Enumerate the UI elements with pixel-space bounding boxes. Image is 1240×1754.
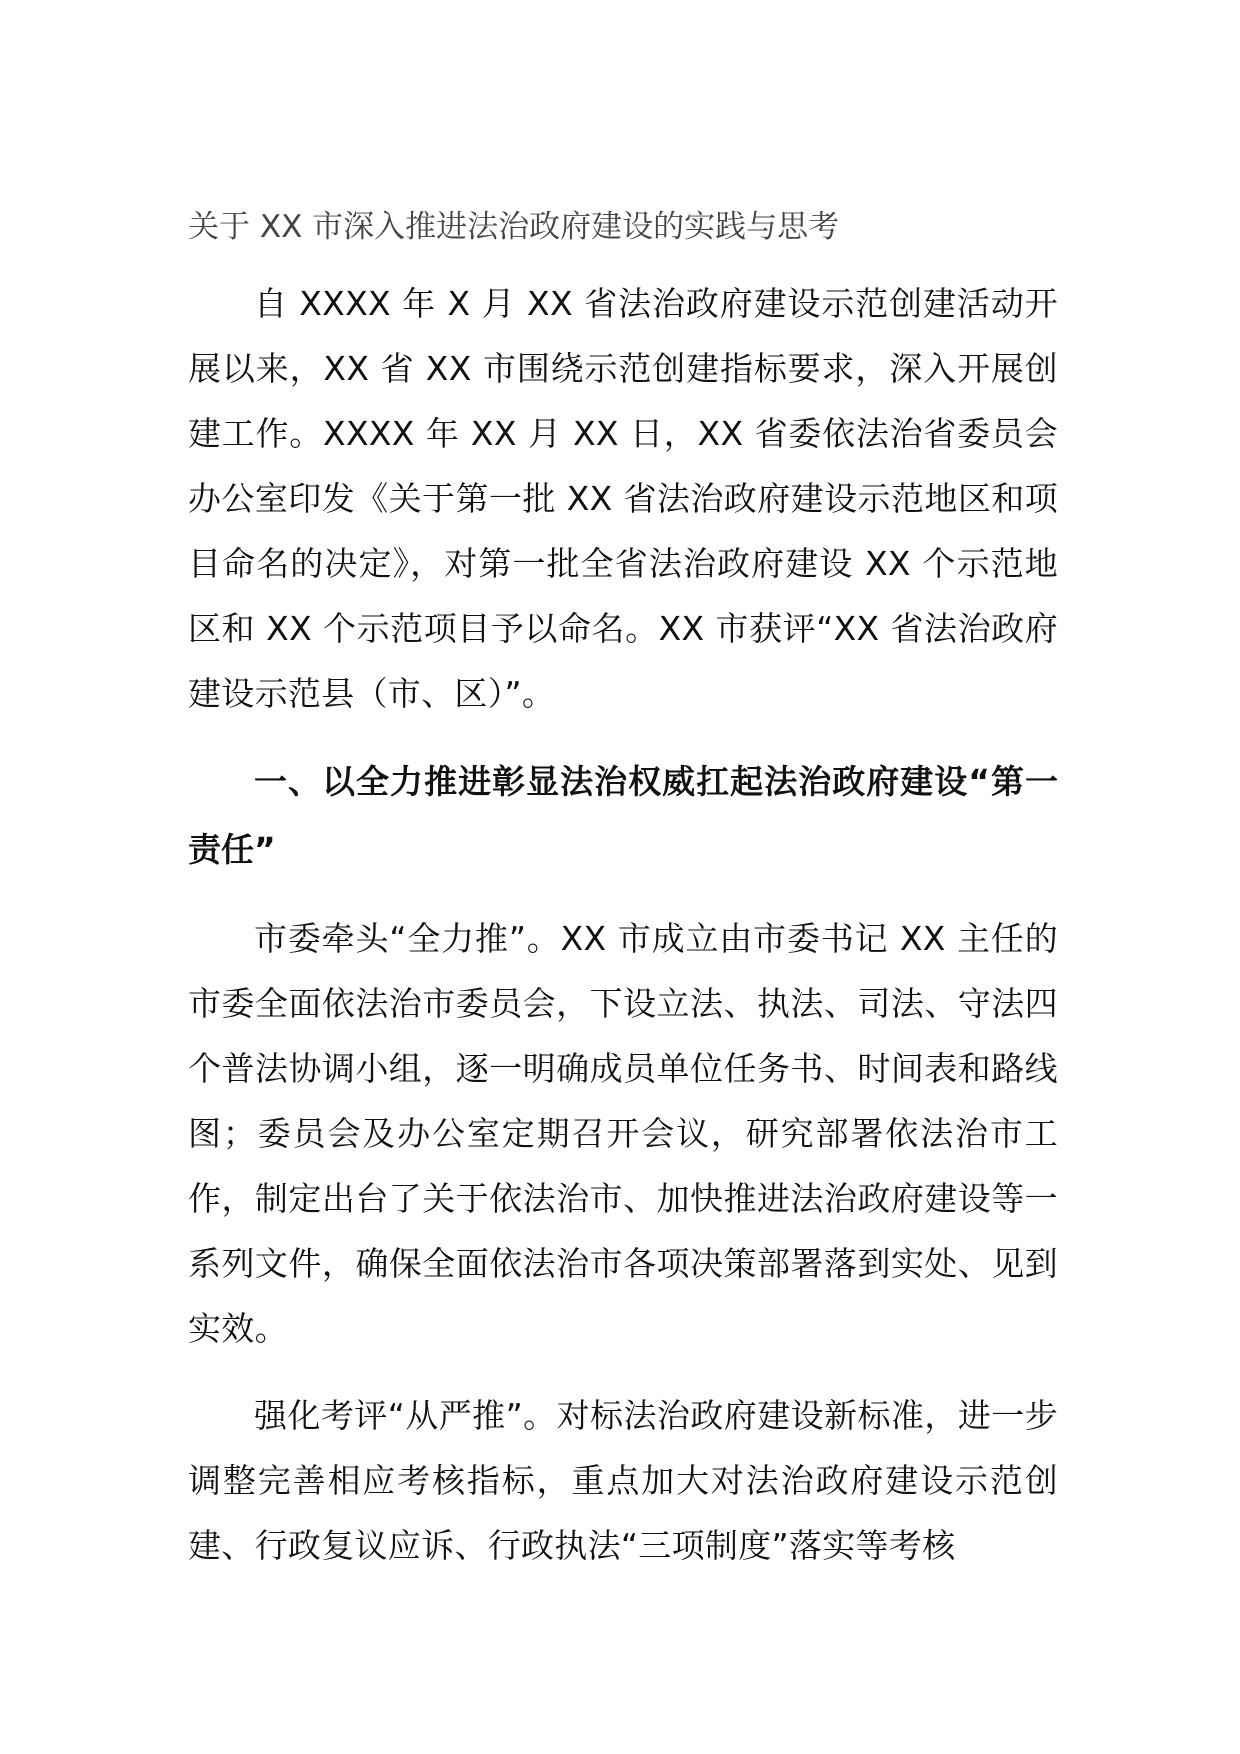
document-title: 关于 XX 市深入推进法治政府建设的实践与思考 — [188, 209, 840, 245]
intro-paragraph: 自 XXXX 年 X 月 XX 省法治政府建设示范创建活动开展以来，XX 省 XX 市围绕示范创建指标要求，深入开展创建工作。XXXX 年 XX 月 XX 日，XX 省委依法治省委员会办公室印发《关于第一批 XX 省法治政府建设示范地区和项目命名的决定》，对第一批全省法治政府建设 XX 个示范地区和 XX 个示范项目予以命名。XX 市获评“XX 省法治政府建设示范县（市、区）”。 — [188, 284, 1058, 713]
section-heading-1: 一、以全力推进彰显法治权威扛起法治政府建设“第一责任” — [188, 762, 1058, 869]
section1-paragraph-1: 市委牵头“全力推”。XX 市成立由市委书记 XX 主任的市委全面依法治市委员会，下设立法、执法、司法、守法四个普法协调小组，逐一明确成员单位任务书、时间表和路线图；委员会及办公室定期召开会议，研究部署依法治市工作，制定出台了关于依法治市、加快推进法治政府建设等一系列文件，确保全面依法治市各项决策部署落到实处、见到实效。 — [188, 919, 1058, 1348]
section1-paragraph-2: 强化考评“从严推”。对标法治政府建设新标准，进一步调整完善相应考核指标，重点加大对法治政府建设示范创建、行政复议应诉、行政执法“三项制度”落实等考核 — [188, 1396, 1058, 1565]
document-page — [188, 205, 1058, 1600]
